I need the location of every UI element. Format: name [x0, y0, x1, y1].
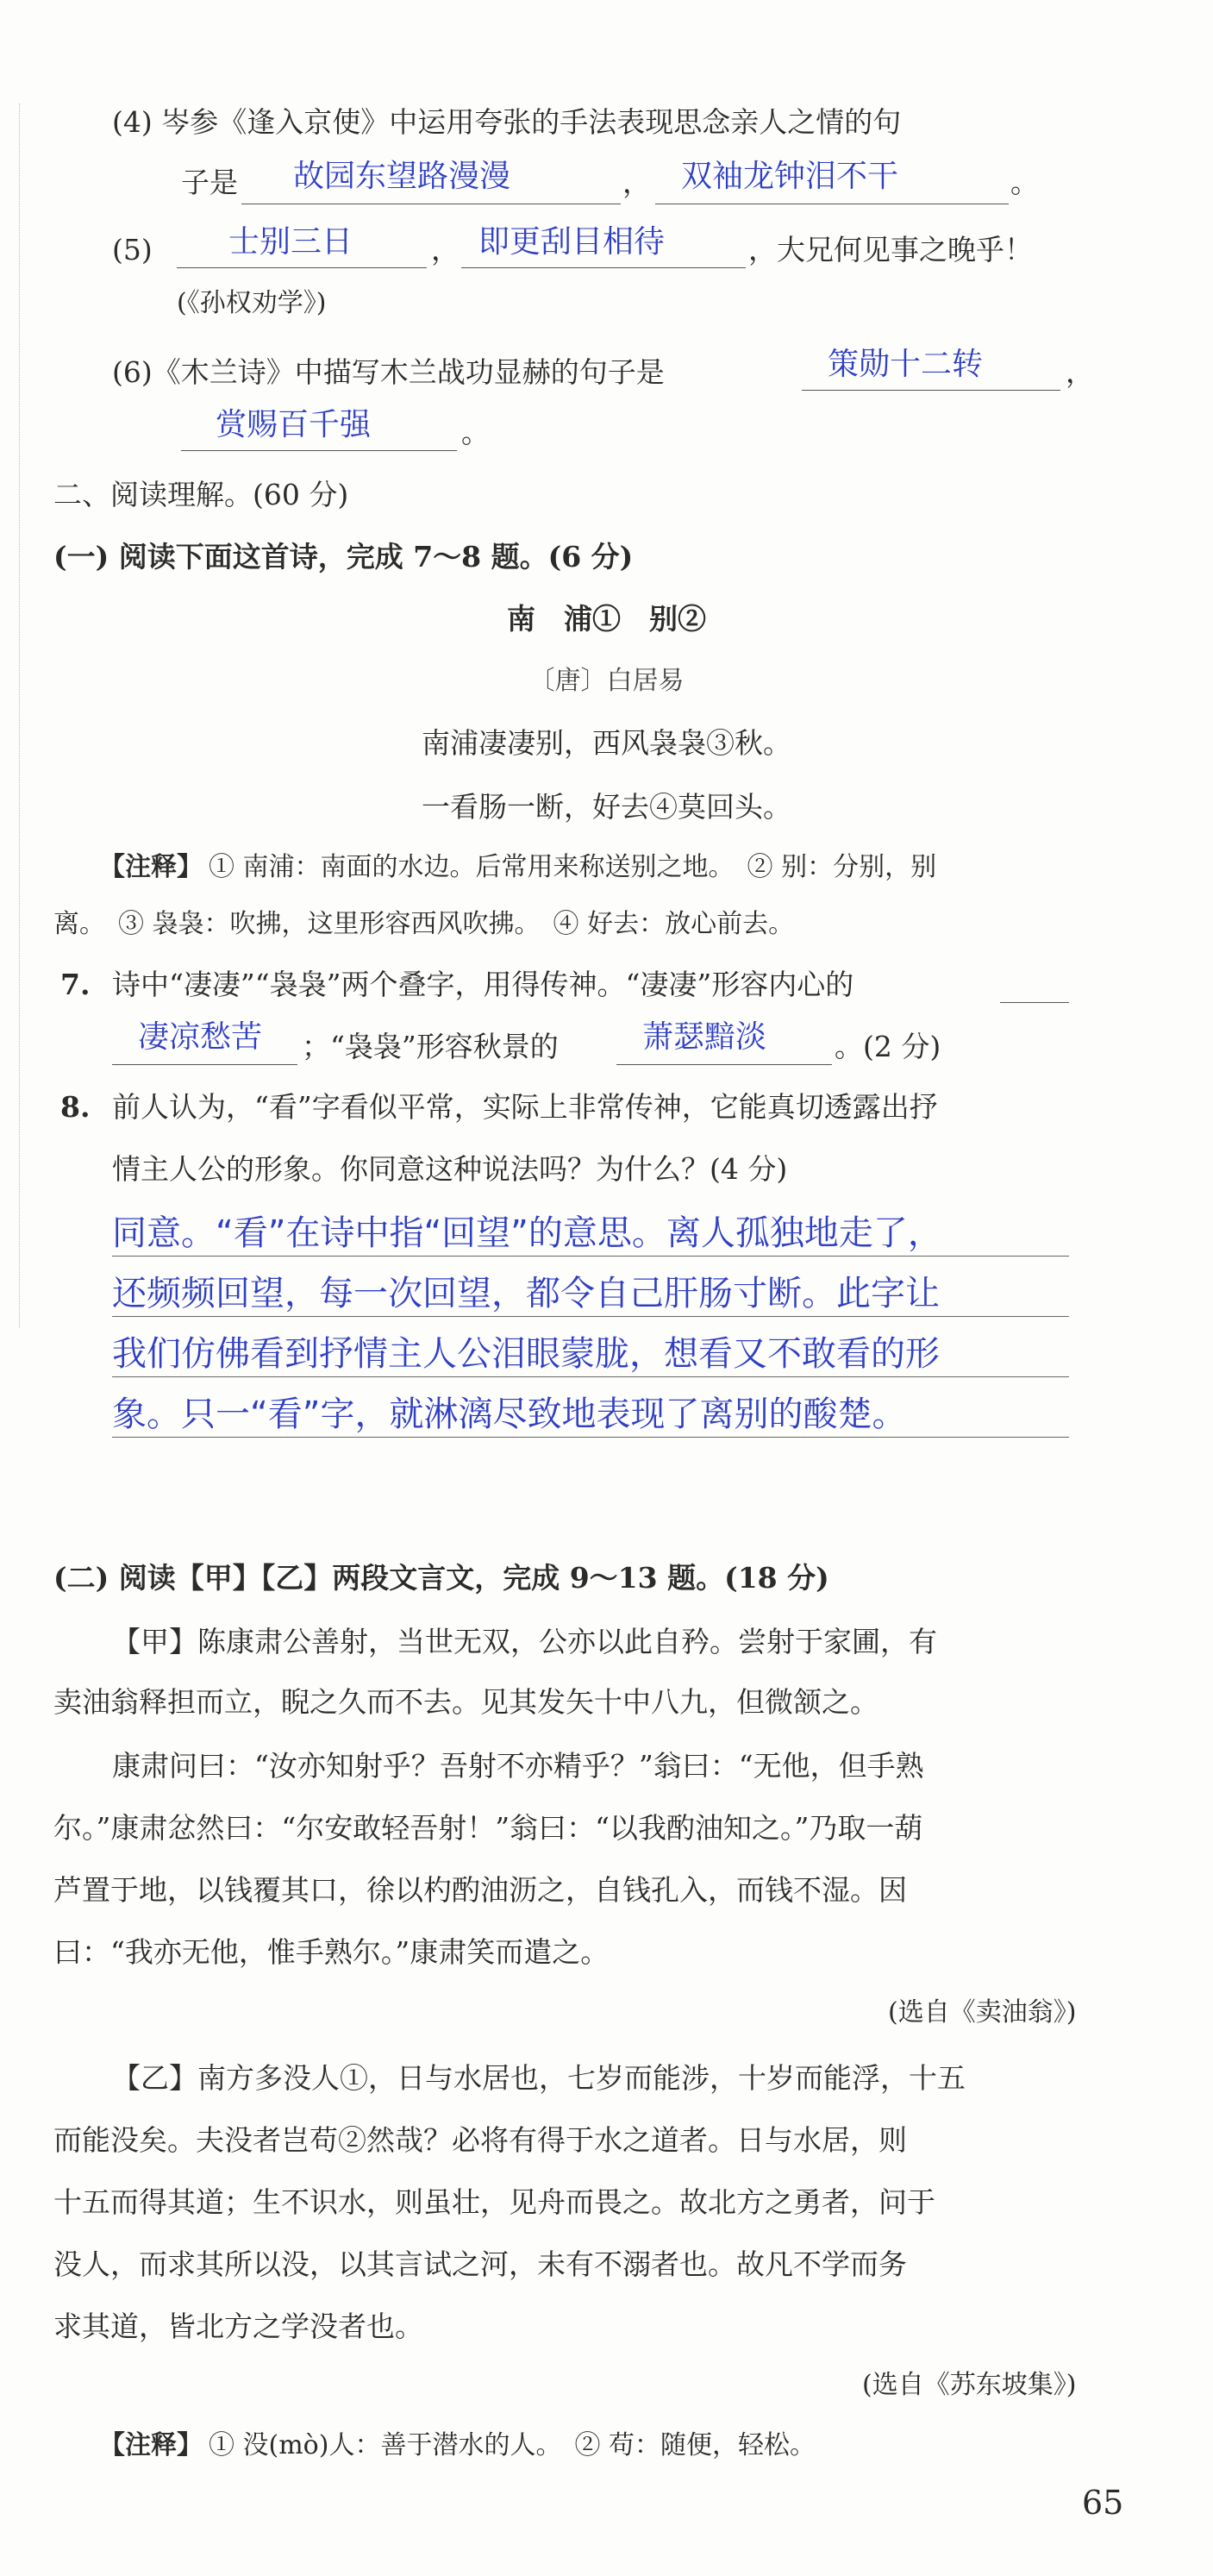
q7-answer-2: 萧瑟黯淡 [642, 1019, 767, 1055]
yi-source: (选自《苏东坡集》) [862, 2370, 1077, 2400]
jia-line: 尔。”康肃忿然曰：“尔安敢轻吾射！”翁曰：“以我酌油知之。”乃取一葫 [53, 1811, 923, 1845]
q7-prompt: 诗中“凄凄”“袅袅”两个叠字，用得传神。“凄凄”形容内心的 [112, 968, 854, 1001]
poem-line-1: 南浦凄凄别，西风袅袅③秋。 [422, 726, 791, 760]
yi-line: 十五而得其道；生不识水，则虽壮，见舟而畏之。故北方之勇者，问于 [53, 2185, 935, 2219]
yi-line: 而能没矣。夫没者岂苟②然哉？必将有得于水之道者。日与水居，则 [53, 2123, 907, 2157]
q8-number: 8. [60, 1090, 91, 1124]
q5-blank-2 [461, 267, 746, 268]
page-number: 65 [1082, 2484, 1124, 2522]
q5-answer-2: 即更刮目相待 [478, 224, 666, 260]
q5-sep: ， [431, 233, 460, 266]
q6-blank-1 [802, 390, 1060, 391]
q5-tail: ，大兄何见事之晚乎！ [748, 233, 1033, 266]
q8-answer-line: 还频频回望，每一次回望，都令自己肝肠寸断。此字让 [112, 1274, 940, 1313]
jia-line: 芦置于地，以钱覆其口，徐以杓酌油沥之，自钱孔入，而钱不湿。因 [53, 1873, 907, 1907]
jia-line: 康肃问曰：“汝亦知射乎？吾射不亦精乎？”翁曰：“无他，但手熟 [112, 1749, 924, 1783]
q4-end: 。 [1010, 166, 1039, 199]
q8-prompt-line-1: 前人认为，“看”字看似平常，实际上非常传神，它能真切透露出抒 [112, 1090, 938, 1124]
q6-end: 。 [461, 416, 490, 449]
q5-blank-1 [177, 267, 427, 268]
jia-line: 卖油翁释担而立，睨之久而不去。见其发矢十中八九，但微颔之。 [53, 1685, 878, 1719]
q5-answer-1: 士别三日 [228, 224, 353, 260]
poem-title: 南 浦① 别② [507, 602, 706, 636]
yi-line: 【乙】南方多没人①，日与水居也，七岁而能涉，十岁而能浮，十五 [112, 2061, 966, 2095]
q7-mid: ；“袅袅”形容秋景的 [302, 1030, 559, 1063]
yi-line: 没人，而求其所以没，以其言试之河，未有不溺者也。故凡不学而务 [53, 2247, 907, 2281]
q8-rule-3 [112, 1376, 1069, 1377]
q8-rule-2 [112, 1316, 1069, 1317]
q5-number: (5) [112, 233, 153, 266]
poem-author: 〔唐〕白居易 [528, 666, 685, 696]
q8-rule-1 [112, 1256, 1069, 1257]
q8-answer-line: 我们仿佛看到抒情主人公泪眼蒙胧，想看又不敢看的形 [112, 1334, 940, 1374]
note2-text: ① 没(mò)人：善于潜水的人。 ② 苟：随便，轻松。 [209, 2430, 816, 2460]
note-line-2: 离。 ③ 袅袅：吹拂，这里形容西风吹拂。 ④ 好去：放心前去。 [53, 909, 795, 939]
jia-line: 【甲】陈康肃公善射，当世无双，公亦以此自矜。尝射于家圃，有 [112, 1625, 937, 1658]
note-label: 【注释】 [99, 852, 203, 882]
jia-source: (选自《卖油翁》) [888, 1997, 1077, 2028]
q6-prompt: (6)《木兰诗》中描写木兰战功显赫的句子是 [112, 355, 665, 389]
q7-end: 。(2 分) [835, 1030, 941, 1063]
q4-sep: ， [622, 166, 651, 199]
q6-answer-1: 策勋十二转 [828, 347, 984, 382]
q8-answer-line: 同意。“看”在诗中指“回望”的意思。离人孤独地走了， [112, 1213, 942, 1253]
part1-title: (一) 阅读下面这首诗，完成 7～8 题。(6 分) [53, 540, 634, 573]
margin-rule [19, 103, 20, 1328]
q8-prompt-line-2: 情主人公的形象。你同意这种说法吗？为什么？(4 分) [112, 1152, 788, 1186]
q8-rule-4 [112, 1437, 1069, 1438]
q7-blank-1 [112, 1064, 297, 1065]
q6-sep: ， [1066, 355, 1094, 389]
q7-number: 7. [60, 968, 91, 1001]
q4-answer-2: 双袖龙钟泪不干 [681, 159, 899, 194]
part2-title: (二) 阅读【甲】【乙】两段文言文，完成 9～13 题。(18 分) [53, 1561, 829, 1595]
note2-label: 【注释】 [99, 2430, 203, 2460]
q4-lead: 子是 [181, 166, 238, 199]
note-line-1: ① 南浦：南面的水边。后常用来称送别之地。 ② 别：分别，别 [209, 852, 937, 882]
q7-blank-2 [616, 1064, 832, 1065]
section-title: 二、阅读理解。(60 分) [53, 478, 349, 511]
q7-answer-1: 凄凉愁苦 [138, 1019, 263, 1055]
q8-answer-line: 象。只一“看”字，就淋漓尽致地表现了离别的酸楚。 [112, 1395, 907, 1434]
yi-line: 求其道，皆北方之学没者也。 [53, 2310, 423, 2343]
q4-answer-1: 故园东望路漫漫 [293, 159, 511, 194]
q6-blank-2 [181, 450, 457, 451]
poem-line-2: 一看肠一断，好去④莫回头。 [422, 790, 791, 824]
q4-prompt: (4) 岑参《逢入京使》中运用夸张的手法表现思念亲人之情的句 [112, 105, 902, 139]
q7-blank-1-start [1000, 1002, 1069, 1003]
q5-source: (《孙权劝学》) [177, 288, 327, 318]
q6-answer-2: 赏赐百千强 [216, 407, 372, 442]
jia-line: 曰：“我亦无他，惟手熟尔。”康肃笑而遣之。 [53, 1935, 610, 1969]
